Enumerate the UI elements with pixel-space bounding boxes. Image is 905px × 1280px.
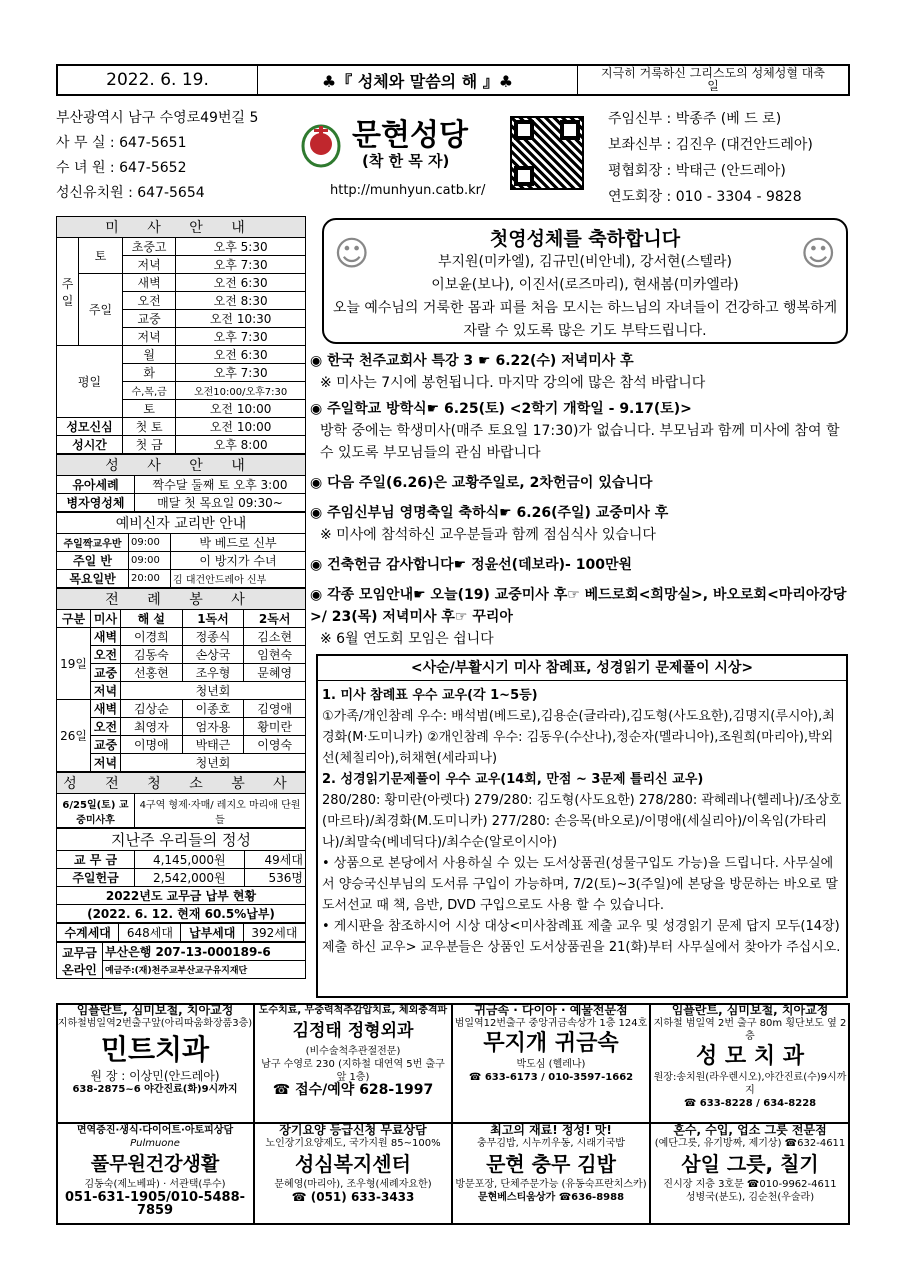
parish-motto: (착 한 목 자)	[362, 152, 450, 170]
year-theme: ♣『 성체와 말씀의 해 』♣	[258, 66, 578, 94]
mass-title: 미 사 안 내	[57, 217, 306, 238]
notice-note: ※ 미사에 참석하신 교우분들과 함께 점심식사 있습니다	[320, 527, 656, 543]
mass-schedule-table: 미 사 안 내 주일 토 초중고 오후 5:30 저녁 오후 7:30 주일 새벽 오전 6:30 오전 오전 8:30 교중 오전 10:30 저녁 오후 7:30 평일 월 오전 6:30 화 오후 7:30 수,목,금 오전10:00/오후7:30 토 오전 10:00 성모신심 첫 토 오전 10:00 성시간 첫 금 오후 8:00	[56, 216, 306, 454]
ad-mint-dental[interactable]: 임플란트, 심미보철, 치아교정 지하철범일역2번출구앞(아리따움화장품3층) 민트치과 원 장 : 이상민(안드레아) 638-2875~6 야간진료(화)9시까지	[56, 1003, 254, 1123]
notice-title: ◉ 건축헌금 감사합니다☛ 정윤선(데보라)- 100만원	[310, 557, 633, 573]
notice-note: ※ 미사는 7시에 봉헌됩니다. 마지막 강의에 많은 참석 바랍니다	[320, 375, 706, 391]
catechumen-table: 예비신자 교리반 안내 주일짝교우반 09:00 박 베드로 신부 주일 반 09:00 이 방지가 수녀 목요일반 20:00 김 대건안드레아 신부	[56, 512, 306, 588]
notice-title: ◉ 각종 모임안내☛ 오늘(19) 교중미사 후☞ 베드로회<희망실>, 바오로회<마리아강당>/ 23(목) 저녁미사 후☞ 꾸리아	[310, 587, 847, 625]
notice-title: ◉ 주임신부님 영명축일 축하식☛ 6.26(주일) 교중미사 후	[310, 505, 669, 521]
first-communion-box	[322, 218, 848, 344]
address: 부산광역시 남구 수영로49번길 5	[56, 110, 259, 126]
notice-note: ※ 6월 연도회 모임은 쉽니다	[320, 631, 494, 647]
first-communion-names: 부지원(미카엘), 김규민(비안네), 강서현(스텔라)	[437, 254, 732, 270]
left-column	[56, 216, 306, 979]
qr-code-icon[interactable]	[510, 116, 584, 190]
notice-title: ◉ 다음 주일(6.26)은 교황주일로, 2차헌금이 있습니다	[310, 475, 653, 491]
angel-icon: ☺	[334, 234, 370, 274]
contest-text: ①가족/개인참례 우수: 배석범(베드로),김용순(글라라),김도형(사도요한),김명지(루시아),최경화(M·도미니카) ②개인참례 우수: 김동우(수산나),정순자(멜라니아),조원희(마리아),박외선(체칠리아),허채현(세라피나)	[322, 709, 835, 766]
ad-jewelry[interactable]: 귀금속 · 다이아 · 예물전문점 범일역12번출구 중앙귀금속상가 1층 124호 무지개 귀금속 박도심 (헬레나) ☎ 633-6173 / 010-3597-1662	[452, 1003, 650, 1123]
ad-tableware[interactable]: 혼수, 수입, 업소 그릇 전문점 (예단그릇, 유기방짜, 제기상) ☎632-4611 삼일 그릇, 칠기 진시장 지층 3호문 ☎010-9962-4611 성병국(분도), 김순천(우술라)	[650, 1123, 850, 1225]
staff-row: 주임신부 : 박종주 (베 드 로)	[608, 111, 782, 127]
household-table: 수계세대 648세대 납부세대 392세대	[56, 923, 306, 942]
online-table: 교무금 온라인 부산은행 207-13-000189-6 예금주:(재)천주교부산교구유지재단	[56, 942, 306, 979]
contest-text: • 상품으로 본당에서 사용하실 수 있는 도서상품권(성물구입도 가능)을 드립니다. 사무실에서 양승국신부님의 도서류 구입이 가능하며, 7/2(토)~3(주일)에 본당을 방문하는 바오로 딸 도서선교 때 책, 음반, DVD 구입으로도 사용 할 수 있습니다.	[322, 856, 839, 913]
sacrament-table: 성 사 안 내 유아세례 짝수달 둘째 토 오후 3:00 병자영성체 매달 첫 목요일 09:30~	[56, 454, 306, 512]
ad-gimbap[interactable]: 최고의 재료! 정성! 맛! 충무김밥, 시누끼우동, 시래기국밥 문현 충무 김밥 방문포장, 단체주문가능 (유동숙프란치스카) 문현베스티움상가 ☎636-8988	[452, 1123, 650, 1225]
bulletin-date: 2022. 6. 19.	[58, 66, 258, 94]
ad-welfare-center[interactable]: 장기요양 등급신청 무료상담 노인장기요양제도, 국가지원 85~100% 성심복지센터 문혜영(마리아), 조우형(세례자요한) ☎ (051) 633-3433	[254, 1123, 452, 1225]
first-communion-message: 오늘 예수님의 거룩한 몸과 피를 처음 모시는 하느님의 자녀들이 건강하고 행복하게 자랄 수 있도록 많은 기도 부탁드립니다.	[332, 300, 838, 339]
contest-heading: 1. 미사 참례표 우수 교우(각 1~5등)	[322, 688, 538, 703]
staff-row: 평협회장 : 박태근 (안드레아)	[608, 163, 786, 179]
notice-list	[310, 350, 850, 650]
staff-list	[608, 106, 813, 210]
liturgy-table: 전 례 봉 사 구분 미사 해 설 1독서 2독서 19일 새벽 이경희 정종식 김소현 오전 김동숙 손상국 임현숙 교중 선홍현 조우형 문혜영 저녁 청년회 26일 새벽 김상순 이종호 김영애 오전 최영자 엄자용 황미란 교중 이명애 박태근 이영숙 저녁 청년회	[56, 588, 306, 772]
header-bar	[56, 64, 850, 96]
parish-logo-icon	[298, 118, 344, 170]
contest-text: • 게시판을 참조하시어 시상 대상<미사참례표 제출 교우 및 성경읽기 문제 답지 모두(14장) 제출 하신 교우> 교우분들은 상품인 도서상품권을 21(화)부터 사무실에서 찾아가 주십시오.	[322, 919, 841, 955]
ad-orthopedics[interactable]: 도수치료, 무중력척추감압치료, 체외충격파 김정태 정형외과 (비수술척추관절전문) 남구 수영로 230 (지하철 대연역 5번 출구 앞 1층) ☎ 접수/예약 628-1997	[254, 1003, 452, 1123]
office-phone: 사 무 실 : 647-5651	[56, 135, 187, 151]
contest-box	[316, 654, 848, 998]
feast-title: 지극히 거룩하신 그리스도의 성체성혈 대축일	[601, 66, 825, 93]
contest-text: 280/280: 황미란(아렛다) 279/280: 김도형(사도요한) 278/280: 곽혜레나(헬레나)/조상호(마르타)/최경화(M.도미니카) 277/280: 손응목(바오로)/이명애(세실리아)/이옥임(가타리나)/최말숙(베네딕다)/최수순(알로이시아)	[322, 793, 842, 850]
cleaning-table: 성 전 청 소 봉 사 6/25일(토) 교중미사후 4구역 형제·자매/ 레지오 마리애 단원들	[56, 772, 306, 828]
staff-row: 연도회장 : 010 - 3304 - 9828	[608, 189, 802, 205]
staff-row: 보좌신부 : 김진우 (대건안드레아)	[608, 137, 813, 153]
notice-title: ◉ 주일학교 방학식☛ 6.25(토) <2학기 개학일 - 9.17(토)>	[310, 401, 692, 417]
kindergarten-phone: 성신유치원 : 647-5654	[56, 185, 205, 201]
parish-name: 문현성당	[352, 118, 468, 153]
contest-title: <사순/부활시기 미사 참례표, 성경읽기 문제풀이 시상>	[318, 656, 846, 681]
first-communion-title: 첫영성체를 축하합니다	[489, 228, 681, 250]
angel-icon: ☺	[800, 234, 836, 274]
ad-pulmuone[interactable]: 면역증진·생식·다이어트·아토피상담 Pulmuone 풀무원건강생활 김동숙(제노베파) · 서관택(루수) 051-631-1905/010-5488-7859	[56, 1123, 254, 1225]
contest-heading: 2. 성경읽기문제풀이 우수 교우(14회, 만점 ~ 3문제 틀리신 교우)	[322, 772, 704, 787]
parish-contacts	[56, 106, 258, 206]
notice-title: ◉ 한국 천주교회사 특강 3 ☛ 6.22(수) 저녁미사 후	[310, 353, 634, 369]
offering-table: 지난주 우리들의 정성 교 무 금 4,145,000원 49세대 주일헌금 2,542,000원 536명 2022년도 교무금 납부 현황 (2022. 6. 12. 현재 60.5%납부)	[56, 828, 306, 923]
ad-seongmo-dental[interactable]: 임플란트, 심미보철, 치아교정 지하철 범일역 2번 출구 80m 횡단보도 옆 2층 성 모 치 과 원장:송치원(라우렌시오),야간진료(수)9시까지 ☎ 633-8228 / 634-8228	[650, 1003, 850, 1123]
notice-note: 방학 중에는 학생미사(매주 토요일 17:30)가 없습니다. 부모님과 함께 미사에 참여 할 수 있도록 부모님들의 관심 바랍니다	[320, 423, 840, 461]
parish-url[interactable]: http://munhyun.catb.kr/	[330, 183, 486, 198]
first-communion-names: 이보윤(보나), 이진서(로즈마리), 현새봄(미카엘라)	[431, 277, 739, 293]
convent-phone: 수 녀 원 : 647-5652	[56, 160, 187, 176]
